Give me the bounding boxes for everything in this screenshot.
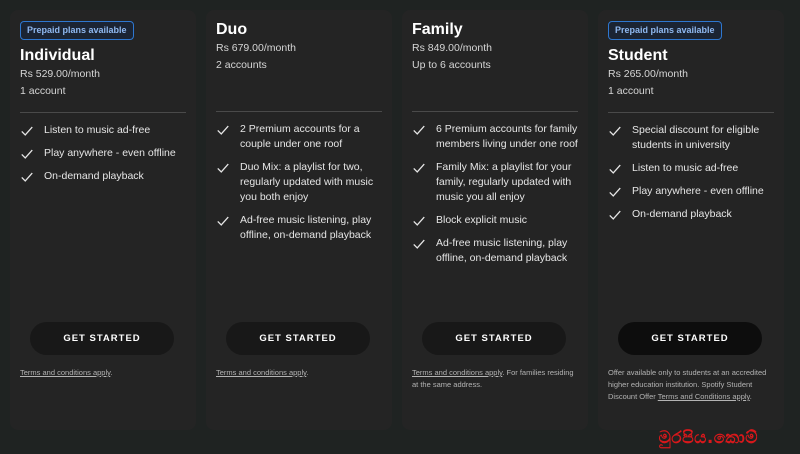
terms-suffix: . [306,368,309,377]
feature-list [412,122,578,266]
plan-price: Rs 265.00/month [608,68,688,80]
terms-suffix: . [749,392,752,401]
terms-text [608,367,776,403]
feature-text: Play anywhere - even offline [632,185,764,197]
plan-accounts: Up to 6 accounts [412,59,491,71]
terms-link[interactable]: Terms and conditions apply [20,368,111,377]
plan-price: Rs 529.00/month [20,68,100,80]
feature-item [412,213,578,228]
plan-name: Student [608,47,668,64]
plan-price: Rs 849.00/month [412,42,492,54]
feature-text: On-demand playback [632,208,732,220]
check-icon [608,185,622,199]
feature-text: 6 Premium accounts for family members living under one roof [436,123,578,150]
feature-item [608,123,774,153]
check-icon [216,161,230,175]
feature-text: Block explicit music [436,214,528,226]
feature-item [608,161,774,176]
feature-text: 2 Premium accounts for a couple under one roof [240,123,360,150]
feature-text: Ad-free music listening, play offline, on-demand playback [240,214,372,241]
plan-accounts: 2 accounts [216,59,267,71]
feature-list [608,123,774,222]
plan-name: Individual [20,47,95,64]
check-icon [412,161,426,175]
plan-cards [10,10,790,430]
feature-text: Family Mix: a playlist for your family, regularly updated with music you all enjoy [436,161,572,203]
feature-item [412,236,578,266]
check-icon [216,123,230,137]
prepaid-badge: Prepaid plans available [20,21,134,40]
check-icon [20,147,34,161]
plan-card-family [402,10,588,430]
divider [608,112,774,113]
divider [216,111,382,112]
feature-list [216,122,382,243]
get-started-button[interactable]: GET STARTED [422,322,566,355]
plan-name: Duo [216,21,248,38]
terms-link[interactable]: Terms and Conditions apply [657,392,750,401]
plan-accounts: 1 account [608,85,654,97]
plan-price: Rs 679.00/month [216,42,296,54]
check-icon [412,214,426,228]
check-icon [412,123,426,137]
get-started-button[interactable]: GET STARTED [226,322,370,355]
feature-item [216,122,382,152]
plan-card-student [598,10,784,430]
feature-item [412,160,578,205]
divider [20,112,186,113]
feature-item [412,122,578,152]
terms-text [20,367,188,379]
check-icon [608,162,622,176]
terms-suffix: . [110,368,113,377]
plan-card-duo [206,10,392,430]
prepaid-badge: Prepaid plans available [608,21,722,40]
terms-link[interactable]: Terms and conditions apply [216,368,307,377]
site-watermark: මුරපිය.කොම් [658,428,758,448]
plan-name: Family [412,21,463,38]
feature-text: Listen to music ad-free [44,124,151,136]
plan-card-individual [10,10,196,430]
get-started-button[interactable]: GET STARTED [618,322,762,355]
terms-prefix: Offer available only to students at an accredited higher education institution. Spotify Student Discount Offer [608,368,767,401]
terms-text [216,367,384,379]
check-icon [20,124,34,138]
check-icon [608,208,622,222]
feature-text: Listen to music ad-free [632,162,739,174]
feature-item [20,146,186,161]
plan-accounts: 1 account [20,85,66,97]
divider [412,111,578,112]
feature-text: Ad-free music listening, play offline, on-demand playback [436,237,568,264]
check-icon [216,214,230,228]
check-icon [20,170,34,184]
feature-text: Play anywhere - even offline [44,147,176,159]
feature-text: Special discount for eligible students in university [632,124,760,151]
feature-item [608,184,774,199]
get-started-button[interactable]: GET STARTED [30,322,174,355]
feature-text: On-demand playback [44,170,144,182]
terms-text [412,367,580,391]
feature-item [216,160,382,205]
terms-suffix: . For families residing at the same address. [412,368,574,389]
feature-item [20,169,186,184]
feature-item [608,207,774,222]
feature-item [20,123,186,138]
check-icon [412,237,426,251]
feature-item [216,213,382,243]
feature-text: Duo Mix: a playlist for two, regularly updated with music you both enjoy [240,161,374,203]
check-icon [608,124,622,138]
terms-link[interactable]: Terms and conditions apply [412,368,503,377]
feature-list [20,123,186,184]
